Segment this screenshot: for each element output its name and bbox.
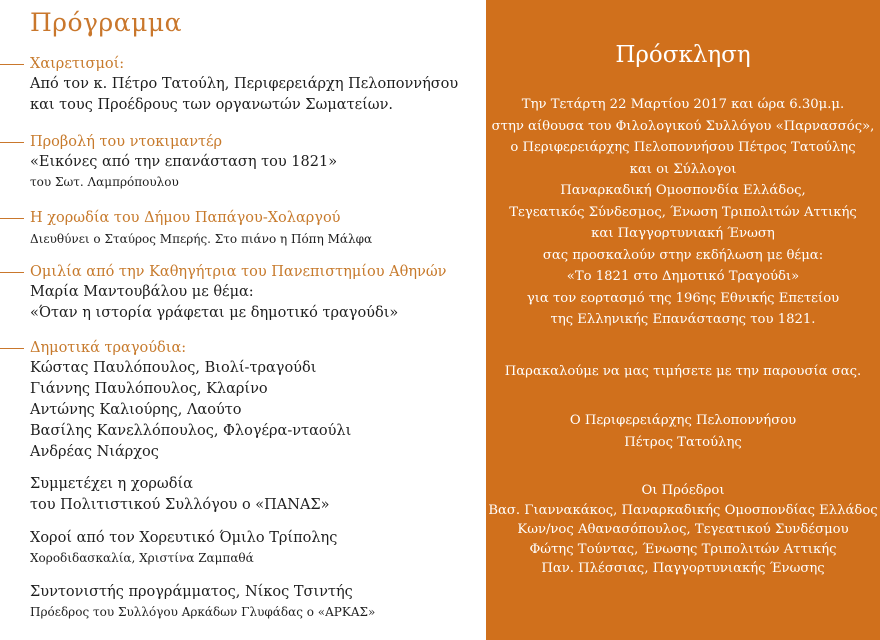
invitation-line: και Παγγορτυνιακή Ένωση: [591, 226, 775, 241]
presidents-block: [486, 481, 880, 579]
documentary-title: «Εικόνες από την επανάσταση του 1821»: [30, 154, 338, 170]
musician: Κώστας Παυλόπουλος, Βιολί-τραγούδι: [30, 360, 317, 376]
choir-section: [30, 209, 372, 249]
invitation-line: Την Τετάρτη 22 Μαρτίου 2017 και ώρα 6.30μ.μ.: [521, 97, 845, 112]
documentary-section: [30, 133, 337, 192]
program-title: Πρόγραμμα: [30, 8, 182, 37]
invitation-panel: [486, 0, 880, 640]
invitation-line: Παναρκαδική Ομοσπονδία Ελλάδος,: [560, 183, 806, 198]
section-marker: [0, 348, 24, 349]
invitation-line: «Το 1821 στο Δημοτικό Τραγούδι»: [566, 269, 800, 284]
invitation-title: Πρόσκληση: [615, 42, 751, 68]
coordinator-detail: Πρόεδρος του Συλλόγου Αρκάδων Γλυφάδας ο «ΑΡΚΑΣ»: [30, 605, 376, 619]
lecture-heading: Ομιλία από την Καθηγήτρια του Πανεπιστημίου Αθηνών: [30, 264, 447, 280]
invitation-body: [486, 94, 880, 331]
president-line: Κων/νος Αθανασόπουλος, Τεγεατικού Συνδέσμου: [517, 522, 849, 537]
lecture-section: [30, 263, 446, 324]
participation-line: του Πολιτιστικού Συλλόγου ο «ΠΑΝΑΣ»: [30, 497, 330, 513]
governor-signature: [486, 410, 880, 453]
governor-line: Ο Περιφερειάρχης Πελοποννήσου: [569, 413, 797, 428]
songs-section: [30, 339, 351, 463]
greeting-line: και τους Προέδρους των οργανωτών Σωματείων.: [30, 97, 394, 113]
coordinator-block: [30, 582, 375, 622]
coordinator-line: Συντονιστής προγράμματος, Νίκος Τσιντής: [30, 584, 353, 600]
invitation-line: Τεγεατικός Σύνδεσμος, Ένωση Τριπολιτών Αττικής: [509, 204, 857, 220]
participation-line: Συμμετέχει η χορωδία: [30, 476, 193, 492]
musician: Βασίλης Κανελλόπουλος, Φλογέρα-νταούλι: [30, 423, 352, 439]
section-marker: [0, 218, 24, 219]
president-line: Βασ. Γιαννακάκος, Παναρκαδικής Ομοσπονδίας Ελλάδος: [488, 502, 878, 518]
dances-block: [30, 528, 337, 568]
songs-heading: Δημοτικά τραγούδια:: [30, 340, 187, 356]
president-line: Φώτης Τούντας, Ένωσης Τριπολιτών Αττικής: [529, 541, 837, 557]
musician: Ανδρέας Νιάρχος: [30, 444, 159, 460]
dance-teacher: Χοροδιδασκαλία, Χριστίνα Ζαμπαθά: [30, 551, 254, 565]
invitation-line: στην αίθουσα του Φιλολογικού Συλλόγου «Παρνασσός»,: [491, 118, 875, 134]
invitation-line: για τον εορτασμό της 196ης Εθνικής Επετείου: [526, 290, 840, 306]
documentary-credit: του Σωτ. Λαμπρόπουλου: [30, 175, 179, 189]
invitation-request: Παρακαλούμε να μας τιμήσετε με την παρουσία σας.: [504, 364, 862, 379]
greeting-heading: Χαιρετισμοί:: [30, 56, 125, 72]
musician: Γιάννης Παυλόπουλος, Κλαρίνο: [30, 381, 268, 397]
invitation-line: της Ελληνικής Επανάστασης του 1821.: [550, 312, 816, 327]
choir-heading: Η χορωδία του Δήμου Παπάγου-Χολαργού: [30, 210, 341, 226]
president-line: Παν. Πλέσσιας, Παγγορτυνιακής Ένωσης: [541, 561, 825, 576]
presidents-heading: Οι Πρόεδροι: [641, 483, 725, 498]
governor-line: Πέτρος Τατούλης: [624, 434, 742, 450]
greeting-section: [30, 55, 458, 116]
section-marker: [0, 272, 24, 273]
dances-line: Χοροί από τον Χορευτικό Όμιλο Τρίπολης: [30, 530, 338, 546]
participation-block: [30, 474, 330, 516]
greeting-line: Από τον κ. Πέτρο Τατούλη, Περιφερειάρχη Πελοποννήσου: [30, 76, 459, 92]
lecture-speaker: Μαρία Μαντουβάλου με θέμα:: [30, 284, 254, 300]
section-marker: [0, 64, 24, 65]
lecture-topic: «Όταν η ιστορία γράφεται με δημοτικό τραγούδι»: [30, 305, 399, 321]
musician: Αντώνης Καλιούρης, Λαούτο: [30, 402, 242, 418]
invitation-line: και οι Σύλλογοι: [629, 161, 737, 177]
invitation-line: ο Περιφερειάρχης Πελοποννήσου Πέτρος Τατούλης: [510, 140, 856, 155]
documentary-heading: Προβολή του ντοκιμαντέρ: [30, 134, 223, 150]
section-marker: [0, 142, 24, 143]
invitation-line: σας προσκαλούν στην εκδήλωση με θέμα:: [542, 247, 824, 263]
choir-detail: Διευθύνει ο Σταύρος Μπερής. Στο πιάνο η Πόπη Μάλφα: [30, 232, 373, 246]
